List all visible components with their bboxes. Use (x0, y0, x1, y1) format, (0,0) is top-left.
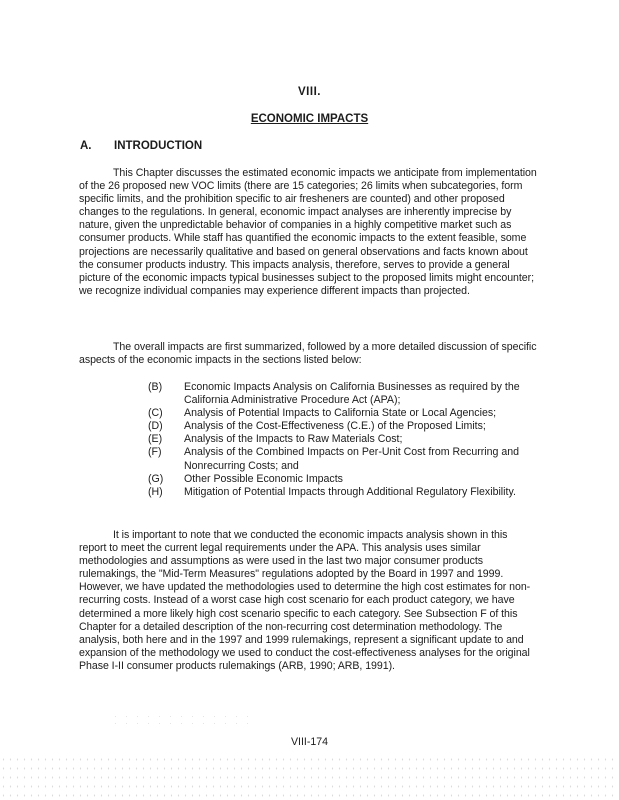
list-item-text: Analysis of Potential Impacts to California State or Local Agencies; (184, 407, 497, 420)
list-item-text: Analysis of the Combined Impacts on Per-Unit Cost from Recurring and Nonrecurring Costs; and (184, 446, 520, 472)
list-item-label: (H) (148, 485, 163, 498)
list-item (148, 473, 538, 486)
list-item-label: (D) (148, 420, 163, 433)
list-item-label: (C) (148, 407, 163, 420)
list-item (148, 433, 538, 446)
list-item-text: Other Possible Economic Impacts (184, 472, 343, 485)
chapter-number: VIII. (298, 86, 321, 98)
section-letter: A. (80, 140, 92, 152)
list-item (148, 381, 538, 407)
scan-noise-mid (110, 713, 250, 727)
paragraph-overview: The overall impacts are first summarized, followed by a more detailed discussion of specific aspects of the economic impacts in the sections listed below: (79, 341, 537, 367)
list-item-text: Analysis of the Cost-Effectiveness (C.E.) of the Proposed Limits; (184, 420, 486, 433)
list-item-text: Mitigation of Potential Impacts through Additional Regulatory Flexibility. (184, 485, 516, 498)
list-item-label: (E) (148, 433, 163, 446)
scan-noise-footer (0, 755, 619, 800)
list-item (148, 486, 538, 499)
list-item (148, 420, 538, 433)
section-list (148, 381, 538, 499)
list-item-label: (B) (148, 381, 163, 393)
list-item (148, 446, 538, 472)
list-item-text: Analysis of the Impacts to Raw Materials Cost; (184, 433, 403, 446)
list-item-label: (F) (148, 446, 162, 459)
page-number: VIII-174 (290, 736, 329, 748)
list-item-text: Economic Impacts Analysis on California Businesses as required by the California Administrative Procedure Act (APA); (184, 381, 520, 407)
section-title: INTRODUCTION (114, 140, 203, 152)
list-item (148, 407, 538, 420)
list-item-label: (G) (148, 472, 164, 485)
paragraph-intro: This Chapter discusses the estimated economic impacts we anticipate from implementation of the 26 proposed new VOC limits (there are 15 categories; 26 limits when subcategories, form specific limits, and the prohibition specific to air fresheners are counted) and other proposed changes to the regulations. In general, economic impact analyses are inherently imprecise by nature, given the unpredictable behavior of companies in a highly competitive market such as consumer products. While staff has quantified the economic impacts to the extent feasible, some projections are necessarily qualitative and based on general observations and facts known about the consumer products industry. This impacts analysis, therefore, serves to provide a general picture of the economic impacts typical businesses subject to the proposed limits might encounter; we recognize individual companies may experience different impacts than projected. (79, 167, 537, 297)
chapter-title: ECONOMIC IMPACTS (250, 113, 369, 125)
paragraph-methodology: It is important to note that we conducted the economic impacts analysis shown in this report to meet the current legal requirements under the APA. This analysis uses similar methodologies and assumptions as were used in the last two major consumer products rulemakings, the "Mid-Term Measures" regulations adopted by the Board in 1997 and 1999. However, we have updated the methodologies used to determine the high cost estimates for non-recurring costs. Instead of a worst case high cost scenario for each product category, we have determined a more likely high cost scenario specific to each category. See Subsection F of this Chapter for a detailed description of the non-recurring cost determination methodology. The analysis, both here and in the 1997 and 1999 rulemakings, represent a significant update to and expansion of the methodology we used to conduct the cost-effectiveness analyses for the original Phase I-II consumer products rulemakings (ARB, 1990; ARB, 1991). (79, 529, 531, 672)
section-heading (80, 140, 202, 152)
